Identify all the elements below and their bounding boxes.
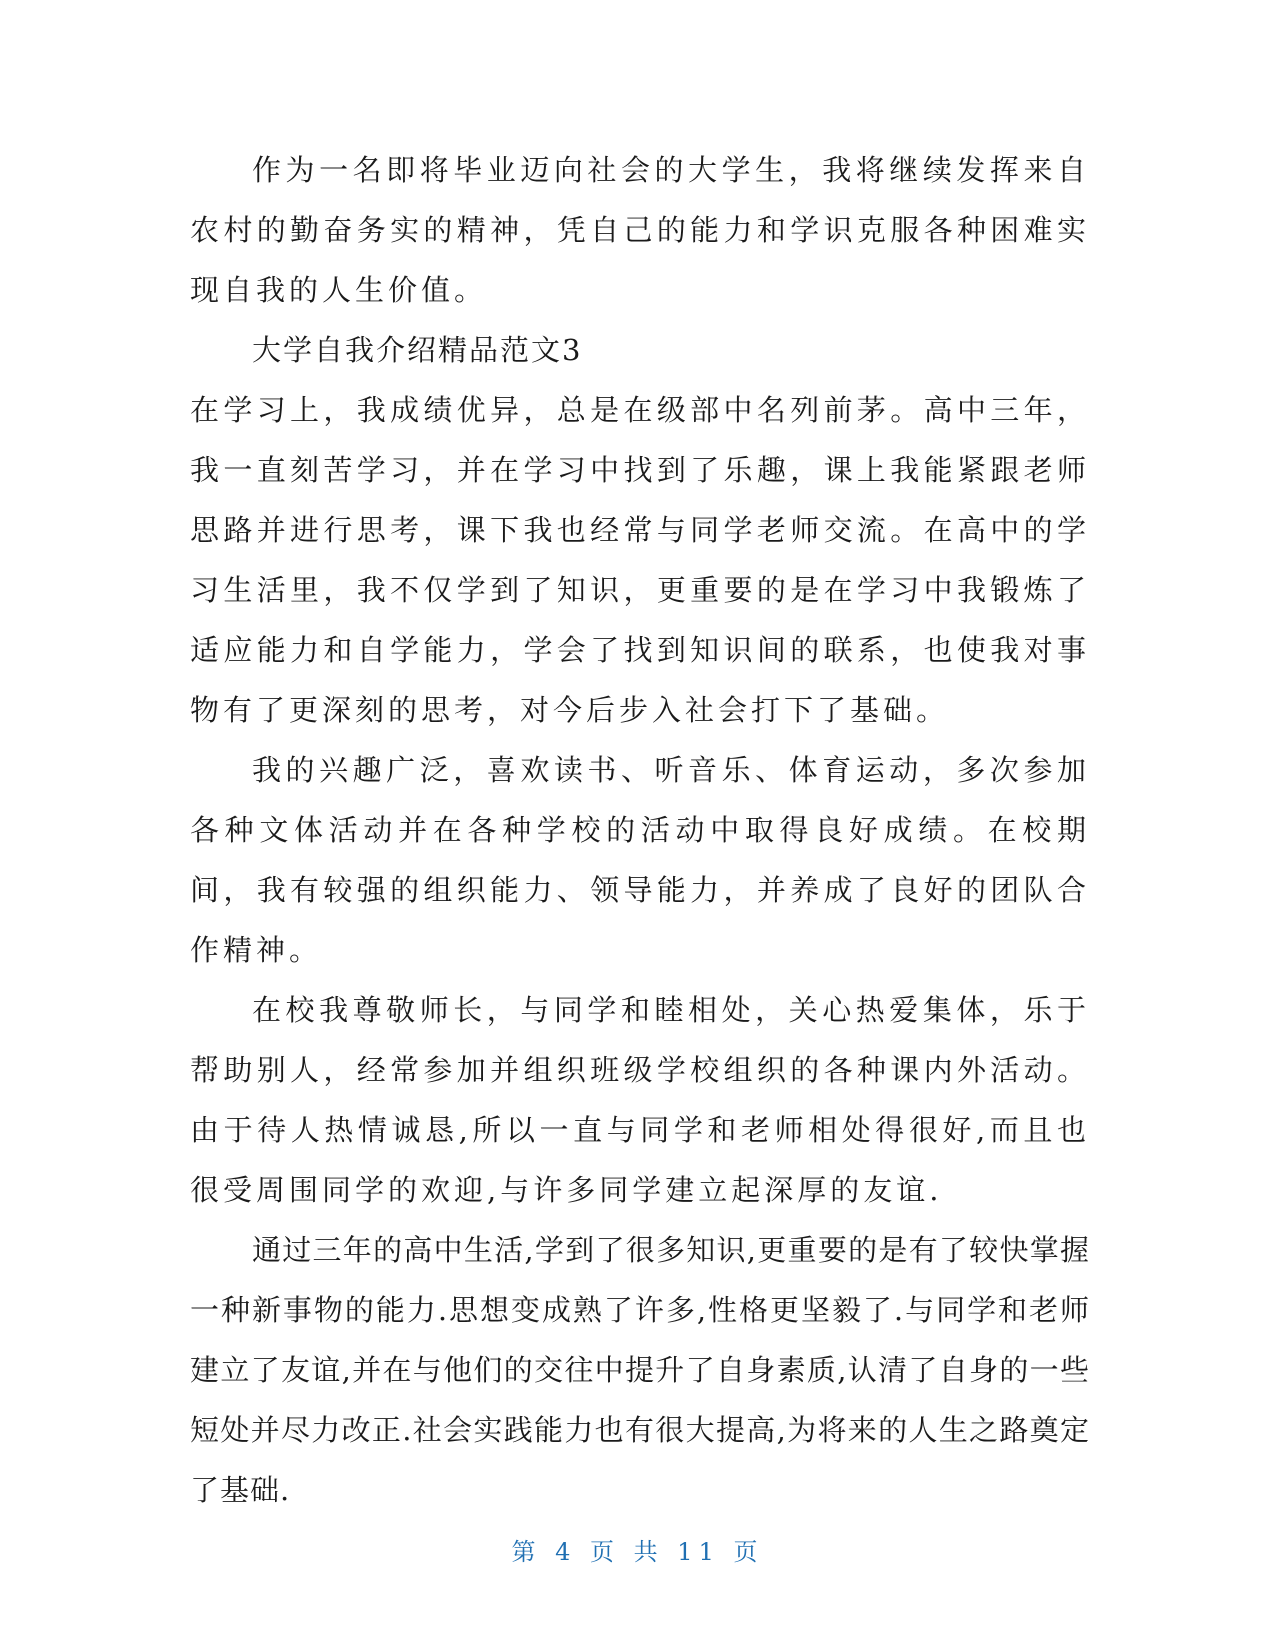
paragraph-5: 通过三年的高中生活,学到了很多知识,更重要的是有了较快掌握一种新事物的能力.思想变成熟了许多,性格更坚毅了.与同学和老师建立了友谊,并在与他们的交往中提升了自身素质,认清了自身的一些短处并尽力改正.社会实践能力也有很大提高,为将来的人生之路奠定了基础. (190, 1233, 1090, 1507)
paragraph-2: 在学习上，我成绩优异，总是在级部中名列前茅。高中三年，我一直刻苦学习，并在学习中找到了乐趣，课上我能紧跟老师思路并进行思考，课下我也经常与同学老师交流。在高中的学习生活里，我不仅学到了知识，更重要的是在学习中我锻炼了适应能力和自学能力，学会了找到知识间的联系，也使我对事物有了更深刻的思考，对今后步入社会打下了基础。 (190, 393, 1090, 727)
document-body (190, 140, 1090, 1520)
paragraph-3: 我的兴趣广泛，喜欢读书、听音乐、体育运动，多次参加各种文体活动并在各种学校的活动中取得良好成绩。在校期间，我有较强的组织能力、领导能力，并养成了良好的团队合作精神。 (190, 753, 1090, 967)
paragraph-4: 在校我尊敬师长，与同学和睦相处，关心热爱集体，乐于帮助别人，经常参加并组织班级学校组织的各种课内外活动。由于待人热情诚恳,所以一直与同学和老师相处得很好,而且也很受周围同学的欢迎,与许多同学建立起深厚的友谊. (190, 993, 1090, 1207)
paragraph-1: 作为一名即将毕业迈向社会的大学生，我将继续发挥来自农村的勤奋务实的精神，凭自己的能力和学识克服各种困难实现自我的人生价值。 (190, 153, 1090, 307)
section-heading: 大学自我介绍精品范文3 (252, 333, 583, 367)
page-number-footer: 第 4 页 共 11 页 (511, 1538, 764, 1566)
